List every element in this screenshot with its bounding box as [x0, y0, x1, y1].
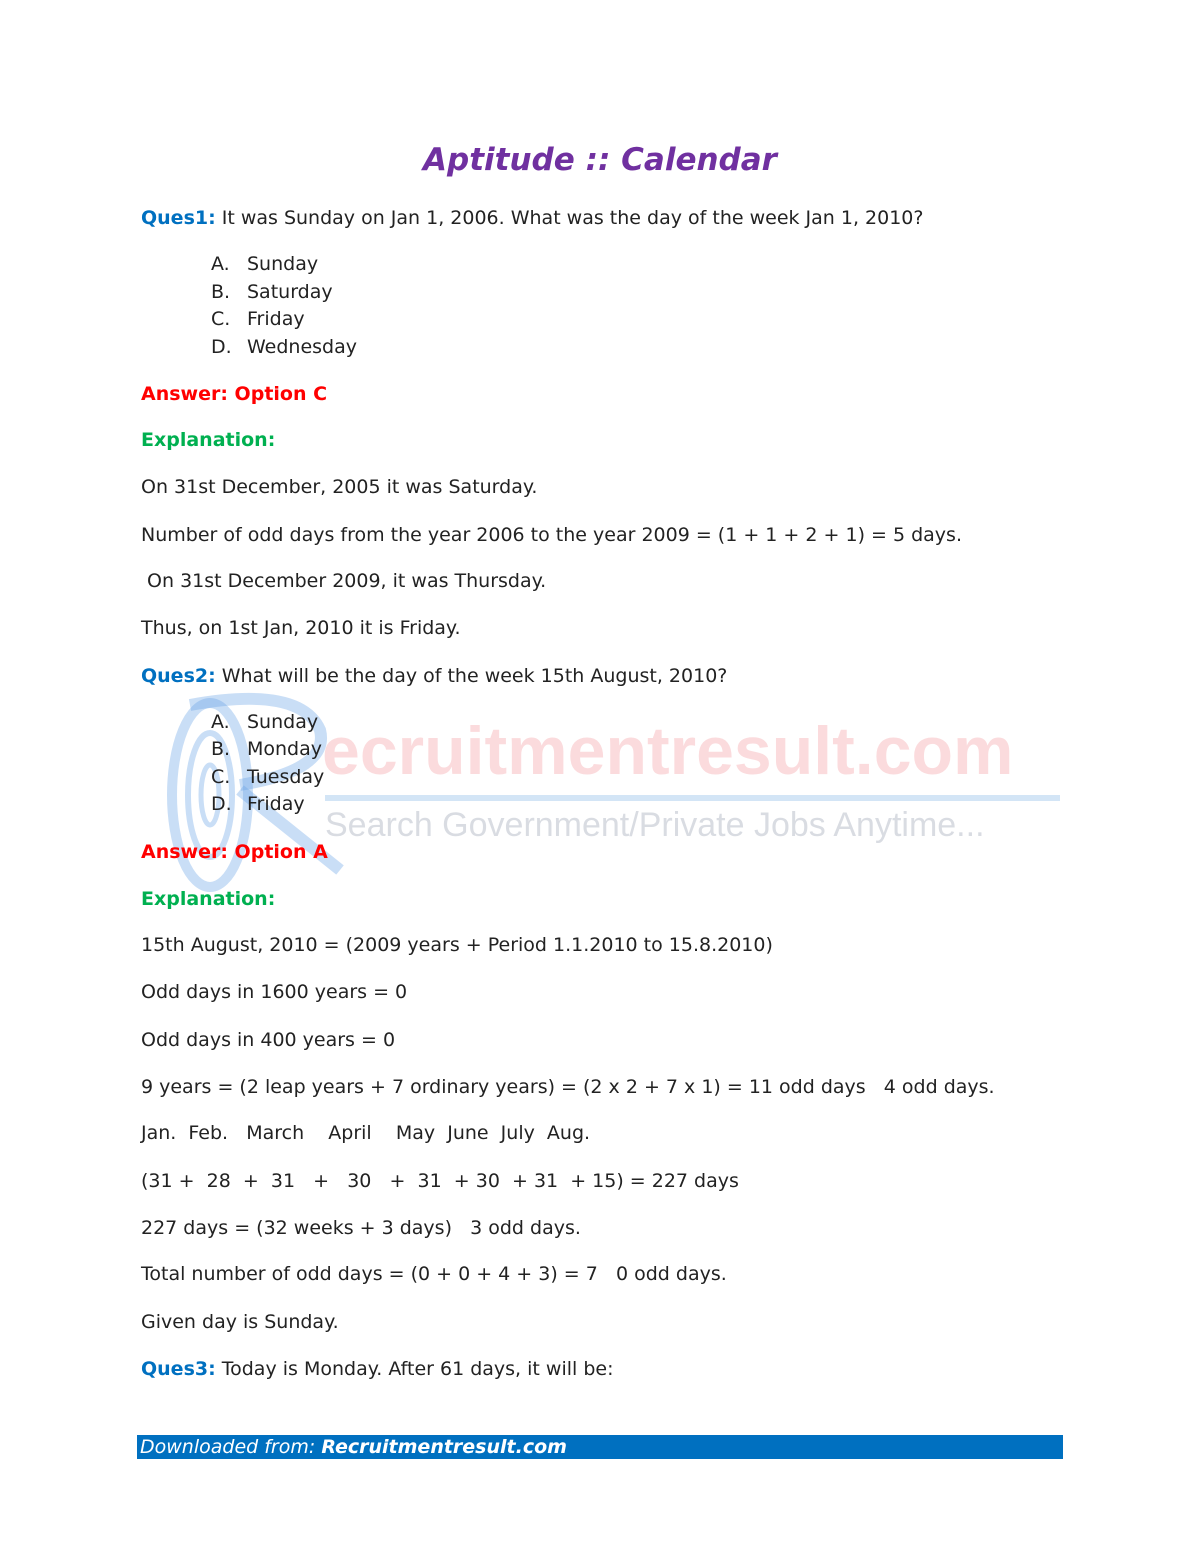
watermark-site: ecruitmentresult.com [322, 713, 1014, 789]
watermark-tagline: Search Government/Private Jobs Anytime... [325, 806, 985, 844]
question-2-label: Ques2: [141, 665, 216, 687]
question-2 [141, 664, 727, 688]
footer-site-link[interactable]: Recruitmentresult.com [321, 1436, 567, 1458]
q2-explanation-line: Total number of odd days = (0 + 0 + 4 + 3) = 7 0 odd days. [141, 1263, 727, 1285]
q1-option-d: D. Wednesday [211, 336, 358, 358]
question-1-text: It was Sunday on Jan 1, 2006. What was the day of the week Jan 1, 2010? [215, 207, 924, 229]
q2-explanation-label: Explanation: [141, 888, 276, 910]
q1-explanation-line: On 31st December, 2005 it was Saturday. [141, 476, 538, 498]
question-3-text: Today is Monday. After 61 days, it will be: [215, 1358, 614, 1380]
q2-explanation-line: 227 days = (32 weeks + 3 days) 3 odd days. [141, 1217, 581, 1239]
q1-explanation-line: On 31st December 2009, it was Thursday. [141, 570, 547, 592]
watermark-divider [325, 795, 1060, 801]
q1-explanation-line: Thus, on 1st Jan, 2010 it is Friday. [141, 617, 461, 639]
q2-explanation-line: 9 years = (2 leap years + 7 ordinary years) = (2 x 2 + 7 x 1) = 11 odd days 4 odd days. [141, 1076, 995, 1098]
q2-option-d: D. Friday [211, 793, 305, 815]
q2-explanation-line: (31 + 28 + 31 + 30 + 31 + 30 + 31 + 15) = 227 days [141, 1170, 739, 1192]
q2-explanation-line: Given day is Sunday. [141, 1311, 339, 1333]
question-1-label: Ques1: [141, 207, 216, 229]
q2-option-c: C. Tuesday [211, 766, 325, 788]
page-title: Aptitude :: Calendar [423, 142, 777, 178]
q2-explanation-line: 15th August, 2010 = (2009 years + Period 1.1.2010 to 15.8.2010) [141, 934, 773, 956]
question-2-text: What will be the day of the week 15th August, 2010? [215, 665, 728, 687]
q1-explanation-line: Number of odd days from the year 2006 to the year 2009 = (1 + 1 + 2 + 1) = 5 days. [141, 524, 962, 546]
question-3 [141, 1357, 613, 1381]
q2-explanation-line: Jan. Feb. March April May June July Aug. [141, 1122, 591, 1144]
footer-text [140, 1436, 567, 1458]
q2-explanation-line: Odd days in 400 years = 0 [141, 1029, 396, 1051]
question-1 [141, 206, 923, 230]
q1-option-b: B. Saturday [211, 281, 333, 303]
q1-explanation-label: Explanation: [141, 429, 276, 451]
q1-option-c: C. Friday [211, 308, 305, 330]
q2-option-a: A. Sunday [211, 711, 319, 733]
q2-answer: Answer: Option A [141, 841, 328, 863]
question-3-label: Ques3: [141, 1358, 216, 1380]
q2-option-b: B. Monday [211, 738, 323, 760]
q2-explanation-line: Odd days in 1600 years = 0 [141, 981, 408, 1003]
q1-option-a: A. Sunday [211, 253, 319, 275]
q1-answer: Answer: Option C [141, 383, 328, 405]
footer-prefix: Downloaded from: [140, 1436, 322, 1458]
